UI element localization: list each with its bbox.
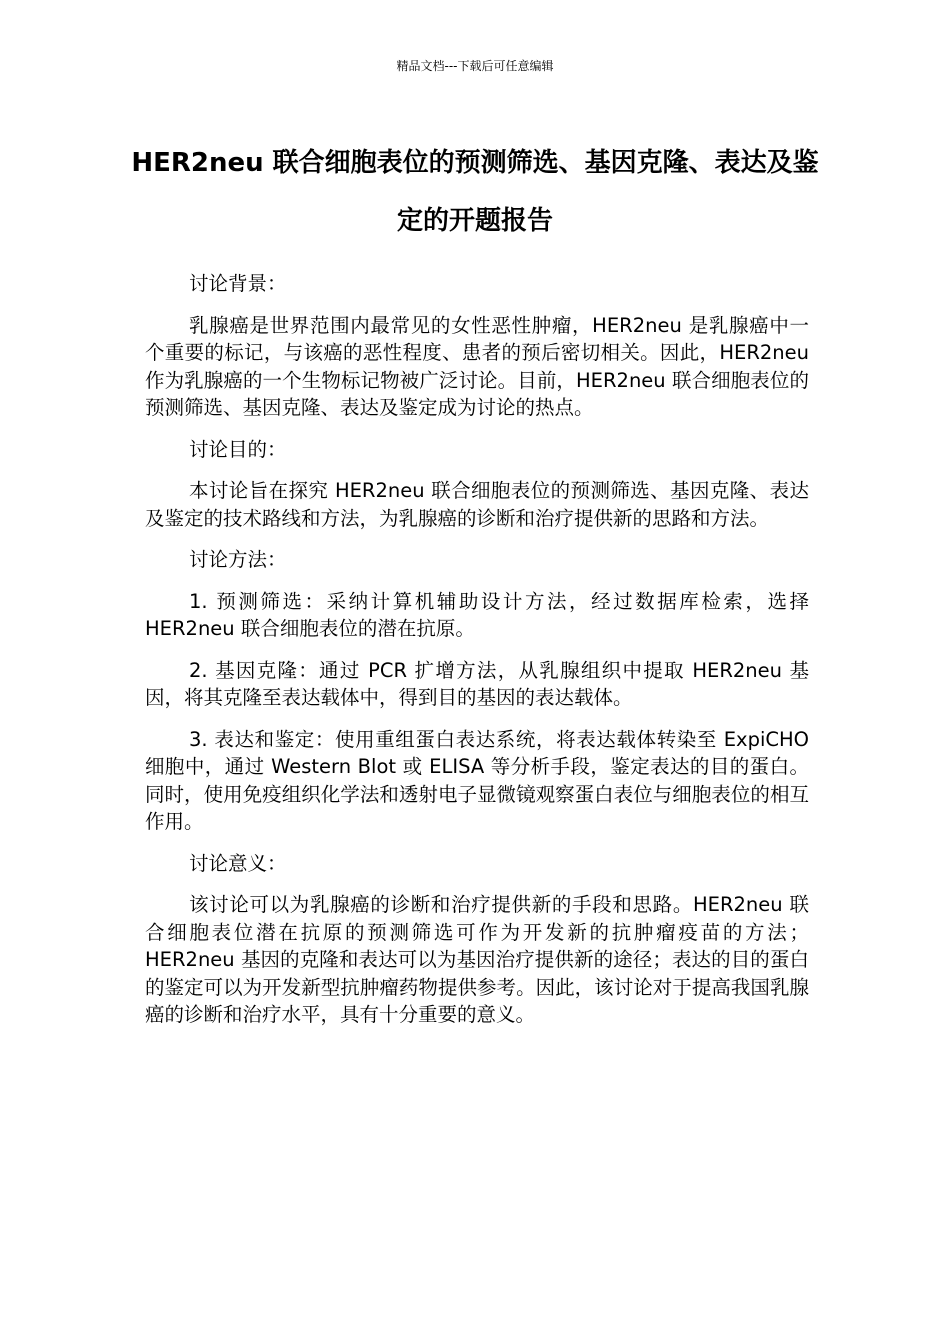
method-item-cloning: 2. 基因克隆：通过 PCR 扩增方法，从乳腺组织中提取 HER2neu 基因，将其克隆至表达载体中，得到目的基因的表达载体。: [145, 658, 809, 709]
method-item-prediction: 1. 预测筛选：采纳计算机辅助设计方法，经过数据库检索，选择 HER2neu 联合细胞表位的潜在抗原。: [145, 589, 809, 640]
section-purpose: [145, 436, 809, 533]
document-body: [145, 270, 809, 1043]
section-background: [145, 270, 809, 422]
section-heading-significance: 讨论意义：: [189, 851, 287, 875]
document-title: HER2neu 联合细胞表位的预测筛选、基因克隆、表达及鉴定的开题报告: [131, 148, 819, 236]
section-methods: [145, 546, 809, 836]
paragraph-background: 乳腺癌是世界范围内最常见的女性恶性肿瘤，HER2neu 是乳腺癌中一个重要的标记，与该癌的恶性程度、患者的预后密切相关。因此，HER2neu 作为乳腺癌的一个生物标记物被广泛讨论。目前，HER2neu 联合细胞表位的预测筛选、基因克隆、表达及鉴定成为讨论的热点。: [145, 313, 809, 419]
section-significance: [145, 850, 809, 1029]
page-header: 精品文档---下载后可任意编辑: [396, 59, 554, 73]
paragraph-significance: 该讨论可以为乳腺癌的诊断和治疗提供新的手段和思路。HER2neu 联合细胞表位潜在抗原的预测筛选可作为开发新的抗肿瘤疫苗的方法；HER2neu 基因的克隆和表达可以为基因治疗提供新的途径；表达的目的蛋白的鉴定可以为开发新型抗肿瘤药物提供参考。因此，该讨论对于提高我国乳腺癌的诊断和治疗水平，具有十分重要的意义。: [145, 893, 809, 1026]
section-heading-purpose: 讨论目的：: [189, 437, 287, 461]
section-heading-background: 讨论背景：: [189, 272, 287, 295]
section-heading-methods: 讨论方法：: [189, 548, 287, 571]
method-item-expression: 3. 表达和鉴定：使用重组蛋白表达系统，将表达载体转染至 ExpiCHO 细胞中，通过 Western Blot 或 ELISA 等分析手段，鉴定表达的目的蛋白。同时，使用免疫组织化学法和透射电子显微镜观察蛋白表位与细胞表位的相互作用。: [145, 727, 809, 833]
paragraph-purpose: 本讨论旨在探究 HER2neu 联合细胞表位的预测筛选、基因克隆、表达及鉴定的技术路线和方法，为乳腺癌的诊断和治疗提供新的思路和方法。: [145, 479, 809, 530]
